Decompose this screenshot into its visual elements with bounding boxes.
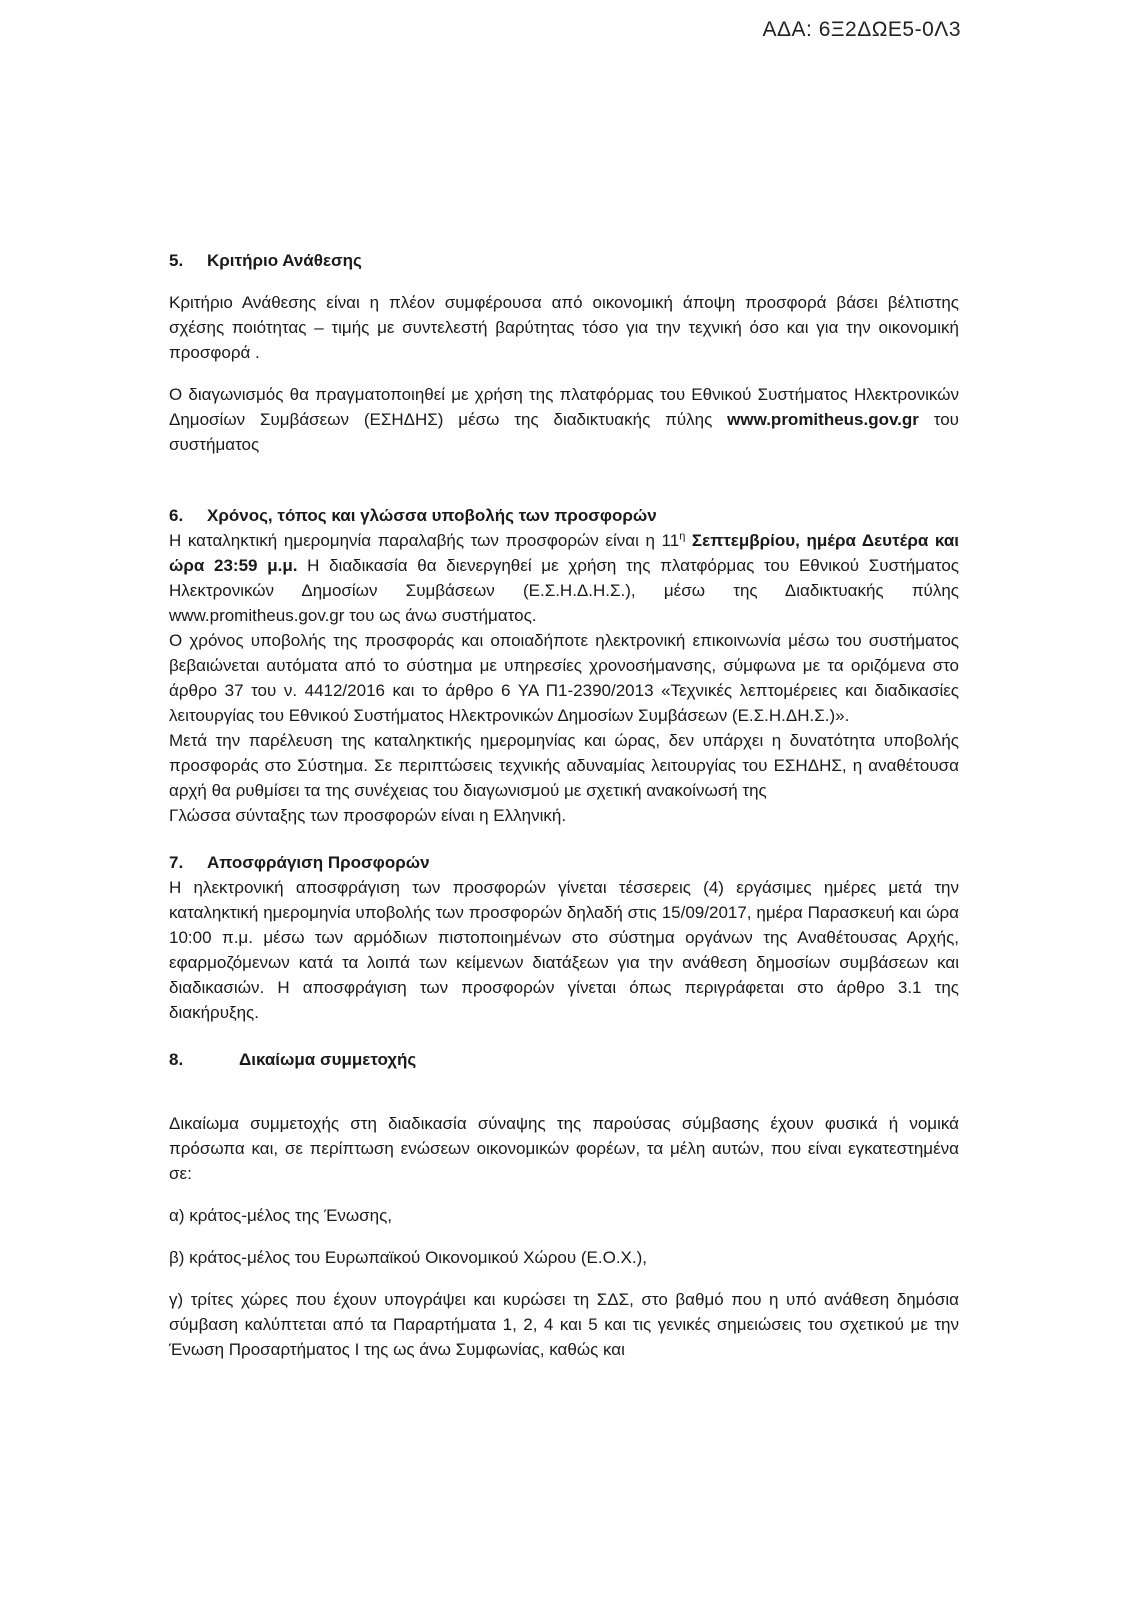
- section-6-heading: [169, 503, 959, 528]
- portal-url: www.promitheus.gov.gr: [727, 410, 919, 429]
- section-title: Αποσφράγιση Προσφορών: [207, 853, 430, 872]
- paragraph: Ο διαγωνισμός θα πραγματοποιηθεί με χρήση της πλατφόρμας του Εθνικού Συστήματος Ηλεκτρονικών Δημοσίων Συμβάσεων (ΕΣΗΔΗΣ) μέσω της διαδικτυακής πύλης www.promitheus.gov.gr του συστήματος: [169, 385, 959, 454]
- paragraph: Κριτήριο Ανάθεσης είναι η πλέον συμφέρουσα από οικονομική άποψη προσφορά βάσει βέλτιστης σχέσης ποιότητας – τιμής με συντελεστή βαρύτητας τόσο για την τεχνική όσο και για την οικονομική προσφορά .: [169, 293, 959, 362]
- document-body: [169, 248, 959, 1362]
- paragraph: Η ηλεκτρονική αποσφράγιση των προσφορών γίνεται τέσσερεις (4) εργάσιμες ημέρες μετά την καταληκτική ημερομηνία υποβολής των προσφορών δηλαδή στις 15/09/2017, ημέρα Παρασκευή και ώρα 10:00 π.μ. μέσω των αρμόδιων πιστοποιημένων στο σύστημα οργάνων της Αναθέτουσας Αρχής, εφαρμοζόμενων κατά τα λοιπά των κείμενων διατάξεων για την ανάθεση δημοσίων συμβάσεων και διαδικασιών. Η αποσφράγιση των προσφορών γίνεται όπως περιγράφεται στο άρθρο 3.1 της διακήρυξης.: [169, 878, 959, 1022]
- section-title: Χρόνος, τόπος και γλώσσα υποβολής των προσφορών: [207, 506, 657, 525]
- section-title: Δικαίωμα συμμετοχής: [239, 1050, 417, 1069]
- list-item: γ) τρίτες χώρες που έχουν υπογράψει και κυρώσει τη ΣΔΣ, στο βαθμό που η υπό ανάθεση δημόσια σύμβαση καλύπτεται από τα Παραρτήματα 1, 2, 4 και 5 και τις γενικές σημειώσεις του σχετικού με την Ένωση Προσαρτήματος Ι της ως άνω Συμφωνίας, καθώς και: [169, 1290, 959, 1359]
- section-number: 8.: [169, 1050, 184, 1069]
- paragraph: Μετά την παρέλευση της καταληκτικής ημερομηνίας και ώρας, δεν υπάρχει η δυνατότητα υποβολής προσφοράς στο Σύστημα. Σε περιπτώσεις τεχνικής αδυναμίας λειτουργίας του ΕΣΗΔΗΣ, η αναθέτουσα αρχή θα ρυθμίσει τα της συνέχειας του διαγωνισμού με σχετική ανακοίνωσή της: [169, 731, 959, 800]
- paragraph: Η καταληκτική ημερομηνία παραλαβής των προσφορών είναι η $11^\eta$ Σεπτεμβρίου, ημέρα Δευτέρα και ώρα 23:59 μ.μ. Η διαδικασία θα διενεργηθεί με χρήση της πλατφόρμας του Εθνικού Συστήματος Ηλεκτρονικών Δημοσίων Συμβάσεων (Ε.Σ.Η.Δ.Η.Σ.), μέσω της Διαδικτυακής πύλης www.promitheus.gov.gr του ως άνω συστήματος.: [169, 530, 959, 625]
- paragraph: Δικαίωμα συμμετοχής στη διαδικασία σύναψης της παρούσας σύμβασης έχουν φυσικά ή νομικά πρόσωπα και, σε περίπτωση ενώσεων οικονομικών φορέων, τα μέλη αυτών, που είναι εγκατεστημένα σε:: [169, 1114, 959, 1183]
- section-number: 7.: [169, 853, 184, 872]
- section-title: Κριτήριο Ανάθεσης: [207, 251, 362, 270]
- deadline-text: Σεπτεμβρίου, ημέρα Δευτέρα και ώρα 23:59 μ.μ.: [169, 531, 959, 575]
- section-8-heading: [169, 1047, 959, 1072]
- paragraph: Ο χρόνος υποβολής της προσφοράς και οποιαδήποτε ηλεκτρονική επικοινωνία μέσω του συστήματος βεβαιώνεται αυτόματα από το σύστημα με υπηρεσίες χρονοσήμανσης, σύμφωνα με τα οριζόμενα στο άρθρο 37 του ν. 4412/2016 και το άρθρο 6 ΥΑ Π1-2390/2013 «Τεχνικές λεπτομέρειες και διαδικασίες λειτουργίας του Εθνικού Συστήματος Ηλεκτρονικών Δημοσίων Συμβάσεων (Ε.Σ.Η.ΔΗ.Σ.)».: [169, 631, 959, 725]
- list-item: β) κράτος-μέλος του Ευρωπαϊκού Οικονομικού Χώρου (Ε.Ο.Χ.),: [169, 1248, 647, 1267]
- section-7-heading: [169, 850, 959, 875]
- ada-code: ΑΔΑ: 6Ξ2ΔΩΕ5-0Λ3: [762, 18, 961, 41]
- paragraph: Γλώσσα σύνταξης των προσφορών είναι η Ελληνική.: [169, 806, 567, 825]
- section-number: 5.: [169, 251, 184, 270]
- list-item: α) κράτος-μέλος της Ένωσης,: [169, 1206, 393, 1225]
- section-number: 6.: [169, 506, 184, 525]
- section-5-heading: [169, 248, 959, 273]
